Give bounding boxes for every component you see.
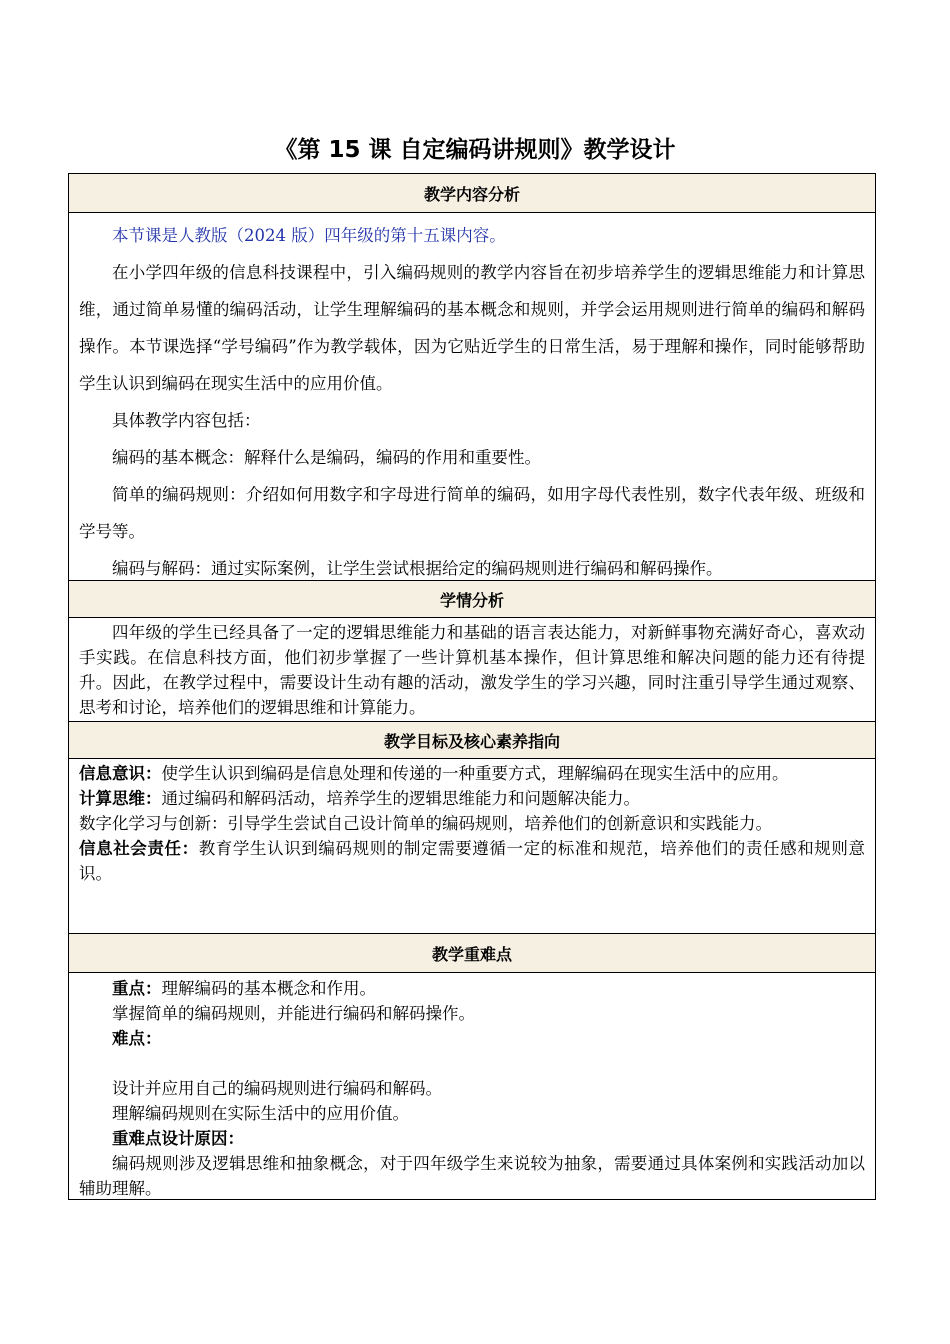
objective-social-responsibility: [69, 836, 875, 886]
content-paragraph-4: 简单的编码规则：介绍如何用数字和字母进行简单的编码，如用字母代表性别，数字代表年级、班级和学号等。: [79, 485, 865, 541]
section-heading-learner-analysis: 学情分析: [69, 581, 875, 618]
section-heading-key-points: 教学重难点: [69, 934, 875, 973]
objective-text: 通过编码和解码活动，培养学生的逻辑思维能力和问题解决能力。: [161, 789, 640, 808]
key-point-detail: 掌握简单的编码规则，并能进行编码和解码操作。: [112, 1004, 475, 1023]
content-paragraph-2: 具体教学内容包括：: [112, 411, 261, 430]
spacer: [69, 1051, 875, 1076]
key-point-label: 重点：: [112, 979, 162, 998]
section-heading-objectives: 教学目标及核心素养指向: [69, 722, 875, 759]
content-intro: 本节课是人教版（2024 版）四年级的第十五课内容。: [112, 226, 506, 245]
section-body-key-points: [69, 973, 875, 1199]
section-body-learner-analysis: [69, 618, 875, 722]
design-reason-text: 编码规则涉及逻辑思维和抽象概念，对于四年级学生来说较为抽象，需要通过具体案例和实践活动加以辅助理解。: [79, 1154, 865, 1198]
objective-text: 教育学生认识到编码规则的制定需要遵循一定的标准和规范，培养他们的责任感和规则意识。: [79, 839, 866, 883]
lesson-plan-table: [68, 173, 876, 1200]
objective-label: 信息社会责任：: [79, 839, 199, 858]
objective-information-awareness: [69, 761, 875, 786]
objective-label: 计算思维：: [79, 789, 162, 808]
objective-text: 使学生认识到编码是信息处理和传递的一种重要方式，理解编码在现实生活中的应用。: [161, 764, 789, 783]
difficulty-text-2: 理解编码规则在实际生活中的应用价值。: [112, 1104, 409, 1123]
section-body-content-analysis: [69, 213, 875, 581]
section-heading-content-analysis: 教学内容分析: [69, 174, 875, 213]
document-title: 《第 15 课 自定编码讲规则》教学设计: [274, 137, 676, 163]
difficulty-label: 难点：: [112, 1029, 162, 1048]
objective-label: 信息意识：: [79, 764, 162, 783]
key-point-text: 理解编码的基本概念和作用。: [161, 979, 376, 998]
difficulty-text-1: 设计并应用自己的编码规则进行编码和解码。: [112, 1079, 442, 1098]
section-body-objectives: [69, 759, 875, 934]
objective-computational-thinking: [69, 786, 875, 811]
content-paragraph-1: 在小学四年级的信息科技课程中，引入编码规则的教学内容旨在初步培养学生的逻辑思维能力和计算思维，通过简单易懂的编码活动，让学生理解编码的基本概念和规则，并学会运用规则进行简单的编码和解码操作。本节课选择“学号编码”作为教学载体，因为它贴近学生的日常生活，易于理解和操作，同时能够帮助学生认识到编码在现实生活中的应用价值。: [79, 263, 865, 393]
learner-paragraph: 四年级的学生已经具备了一定的逻辑思维能力和基础的语言表达能力，对新鲜事物充满好奇心，喜欢动手实践。在信息科技方面，他们初步掌握了一些计算机基本操作，但计算思维和解决问题的能力还有待提升。因此，在教学过程中，需要设计生动有趣的活动，激发学生的学习兴趣，同时注重引导学生通过观察、思考和讨论，培养他们的逻辑思维和计算能力。: [79, 623, 865, 717]
key-point: [69, 976, 875, 1001]
content-paragraph-3: 编码的基本概念：解释什么是编码，编码的作用和重要性。: [112, 448, 541, 467]
design-reason-label: 重难点设计原因：: [112, 1129, 244, 1148]
objective-digital-learning: 数字化学习与创新：引导学生尝试自己设计简单的编码规则，培养他们的创新意识和实践能力。: [79, 814, 772, 833]
content-paragraph-5: 编码与解码：通过实际案例，让学生尝试根据给定的编码规则进行编码和解码操作。: [112, 559, 723, 578]
